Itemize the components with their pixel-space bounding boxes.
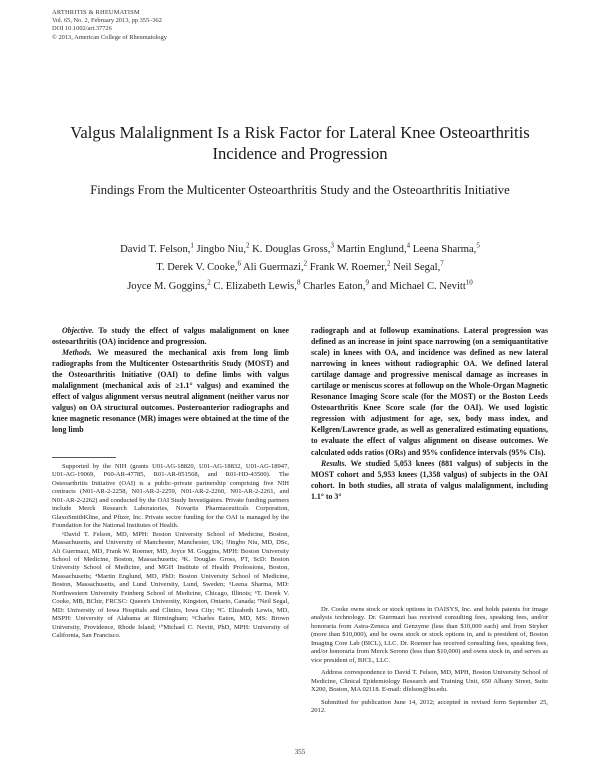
abstract-left-column bbox=[52, 325, 289, 435]
author-affiliation-mark: 4 bbox=[406, 241, 411, 249]
footnotes-left bbox=[52, 463, 289, 641]
author bbox=[252, 241, 334, 255]
abstract-results bbox=[311, 458, 548, 502]
author bbox=[412, 241, 480, 255]
journal-doi: DOI 10.1002/art.37726 bbox=[52, 25, 112, 33]
results-heading: Results. bbox=[321, 458, 347, 468]
author-affiliation-mark: 8 bbox=[296, 278, 301, 287]
funding-footnote: Supported by the NIH (grants U01-AG-18820, U01-AG-18832, U01-AG-18947, U01-AG-19069, P60-AR-47785, R01-AR-051568, and R01-HD-43500). The Osteoarthritis Initiative (OAI) is a public–private partnership comprising five NIH contracts (N01-AR-2-2258, N01-AR-2-2259, N01-AR-2-2260, N01-AR-2-2261, and N01-AR-2-2262) and conducted by the OAI Study Investigators. Private funding partners include Merck Research Laboratories, Novartis Pharmaceuticals Corporation, GlaxoSmithKline, and Pfizer, Inc. Private sector funding for the OAI is managed by the Foundation for the National Institutes of Health. bbox=[52, 463, 289, 530]
methods-text: We measured the mechanical axis from long limb radiographs from the Multicenter Osteoarthritis Study (MOST) and the Osteoarthritis Initiative (OAI) to define limbs with valgus malalignment (mechanical axis of ≥1.1° valgus) and examined the effect of valgus alignment versus neutral alignment (neither varus nor valgus) on OA structural outcomes. Posteroanterior radiographs and knee magnetic resonance (MR) images were obtained at the time of the long limb bbox=[52, 348, 289, 435]
author bbox=[196, 241, 250, 255]
author bbox=[371, 278, 473, 292]
abstract-objective bbox=[52, 325, 289, 347]
journal-copyright: © 2013, American College of Rheumatology bbox=[52, 33, 167, 41]
author-affiliation-mark: 2 bbox=[387, 259, 391, 268]
author-name: Frank W. Roemer, bbox=[309, 262, 388, 274]
page-number: 355 bbox=[294, 748, 306, 756]
author-list bbox=[40, 238, 560, 294]
author-affiliation-mark: 9 bbox=[365, 278, 369, 287]
author bbox=[309, 259, 391, 274]
journal-name: ARTHRITIS & RHEUMATISM bbox=[52, 9, 140, 16]
author-affiliation-mark: 1 bbox=[190, 241, 194, 249]
footnotes-right bbox=[311, 606, 548, 715]
author-name: and Michael C. Nevitt bbox=[371, 281, 466, 292]
author-name: C. Elizabeth Lewis, bbox=[213, 281, 297, 292]
abstract-right bbox=[311, 325, 548, 502]
objective-text: To study the effect of valgus malalignment on knee osteoarthritis (OA) incidence and progression. bbox=[52, 326, 289, 347]
author-name: Jingbo Niu, bbox=[196, 243, 246, 255]
author-name: Joyce M. Goggins, bbox=[127, 281, 208, 292]
affiliations-footnote: ¹David T. Felson, MD, MPH: Boston University School of Medicine, Boston, Massachusetts, and University of Manchester, Manchester, UK; ²Jingbo Niu, MD, DSc, Ali Guermazi, MD, Frank W. Roemer, MD, Joyce M. Goggins, MPH: Boston University School of Medicine, Boston, Massachusetts; ³K. Douglas Gross, PT, ScD: Boston University School of Medicine, and MGH Institute of Health Professions, Boston, Massachusetts; ⁴Martin Englund, MD, PhD: Boston University School of Medicine, Boston, Massachusetts, and Lund University, Lund, Sweden; ⁵Leena Sharma, MD: Northwestern University Feinberg School of Medicine, Chicago, Illinois; ⁶T. Derek V. Cooke, MB, BChir, FRCSC: Queen's University, Kingston, Ontario, Canada; ⁷Neil Segal, MD: University of Iowa Hospitals and Clinics, Iowa City; ⁸C. Elizabeth Lewis, MD, MSPH: University of Alabama at Birmingham; ⁹Charles Eaton, MD, MS: Brown University, Providence, Rhode Island; ¹⁰Michael C. Nevitt, PhD, MPH: University of California, San Francisco. bbox=[52, 530, 289, 640]
author-affiliation-mark: 3 bbox=[330, 241, 334, 249]
abstract-right-column bbox=[311, 325, 548, 502]
author bbox=[127, 278, 211, 292]
author-name: Martin Englund, bbox=[336, 243, 407, 255]
author bbox=[120, 241, 194, 255]
author-name: K. Douglas Gross, bbox=[252, 243, 331, 255]
methods-heading: Methods. bbox=[62, 348, 92, 358]
author-name: David T. Felson, bbox=[120, 243, 191, 255]
abstract-methods-cont bbox=[311, 325, 548, 458]
author-affiliation-mark: 2 bbox=[207, 278, 211, 287]
author-affiliation-mark: 5 bbox=[476, 241, 480, 249]
abstract-methods bbox=[52, 347, 289, 435]
disclosure-footnote: Dr. Cooke owns stock or stock options in OAISYS, Inc. and holds patents for image analysis technology. Dr. Guermazi has received consulting fees, speaking fees, and/or honoraria from Astra-Zeneca and Genzyme (less than $10,000 each) and from Stryker (more than $10,000), and he owns stock or stock options in, and is president of, Boston Imaging Core Lab (BICL), LLC. Dr. Roemer has received consulting fees, speaking fees, and/or honoraria from Merck Serono (less than $10,000) and owns stock in, and serves as vice president of, BICL, LLC. bbox=[311, 606, 548, 664]
objective-heading: Objective. bbox=[62, 326, 95, 335]
abstract-left bbox=[52, 325, 289, 435]
author bbox=[336, 241, 411, 255]
footnote-rule bbox=[52, 457, 116, 458]
article-subtitle bbox=[40, 182, 560, 199]
author bbox=[213, 278, 301, 292]
author-affiliation-mark: 10 bbox=[465, 278, 473, 287]
author bbox=[156, 259, 241, 274]
author-affiliation-mark: 7 bbox=[440, 259, 444, 268]
article-title: Valgus Malalignment Is a Risk Factor for Lateral Knee Osteoarthritis Incidence and Progression bbox=[70, 123, 530, 163]
author-name: Leena Sharma, bbox=[412, 243, 477, 255]
author bbox=[393, 259, 444, 274]
author-affiliation-mark: 2 bbox=[246, 241, 250, 249]
article-subtitle-text: Findings From the Multicenter Osteoarthritis Study and the Osteoarthritis Initiative bbox=[90, 183, 510, 197]
journal-volume: Vol. 65, No. 2, February 2013, pp 355–362 bbox=[52, 17, 162, 25]
submission-footnote: Submitted for publication June 14, 2012; accepted in revised form September 25, 2012. bbox=[311, 698, 548, 714]
author-name: Neil Segal, bbox=[393, 262, 441, 274]
author-name: Charles Eaton, bbox=[303, 281, 366, 292]
author-name: Ali Guermazi, bbox=[243, 262, 304, 274]
author bbox=[303, 278, 369, 292]
author-affiliation-mark: 6 bbox=[237, 259, 241, 268]
correspondence-footnote: Address correspondence to David T. Felson, MD, MPH, Boston University School of Medicine, Clinical Epidemiology Research and Training Unit, 650 Albany Street, Suite X200, Boston, MA 02118. E-mail: dfelson@bu.edu. bbox=[311, 669, 548, 694]
author bbox=[243, 259, 308, 274]
author-name: T. Derek V. Cooke, bbox=[156, 262, 238, 274]
results-text: We studied 5,053 knees (881 valgus) of subjects in the MOST cohort and 5,953 knees (1,358 valgus) of subjects in the OAI cohort. In both studies, all strata of valgus malalignment, including 1.1° to 3° bbox=[311, 458, 548, 501]
journal-header bbox=[52, 9, 167, 42]
author-affiliation-mark: 2 bbox=[303, 259, 308, 268]
methods-cont-text: radiograph and at followup examinations. Lateral progression was defined as an increase in joint space narrowing (on a semiquantitative scale) in knees with OA, and incidence was defined as new lateral narrowing in knees without radiographic OA. We defined lateral cartilage damage and progressive meniscal damage as increases in cartilage or meniscus scores at followup on the Whole-Organ Magnetic Resonance Imaging Score scale (for the MOST) or the Boston Leeds Osteoarthritis Knee Score scale (for the OAI). We used logistic regression with adjustment for age, sex, body mass index, and Kellgren/Lawrence grade, as well as generalized estimating equations, to evaluate the effect of valgus alignment on disease outcomes. We calculated odds ratios (ORs) and 95% confidence intervals (95% CIs). bbox=[311, 326, 548, 457]
